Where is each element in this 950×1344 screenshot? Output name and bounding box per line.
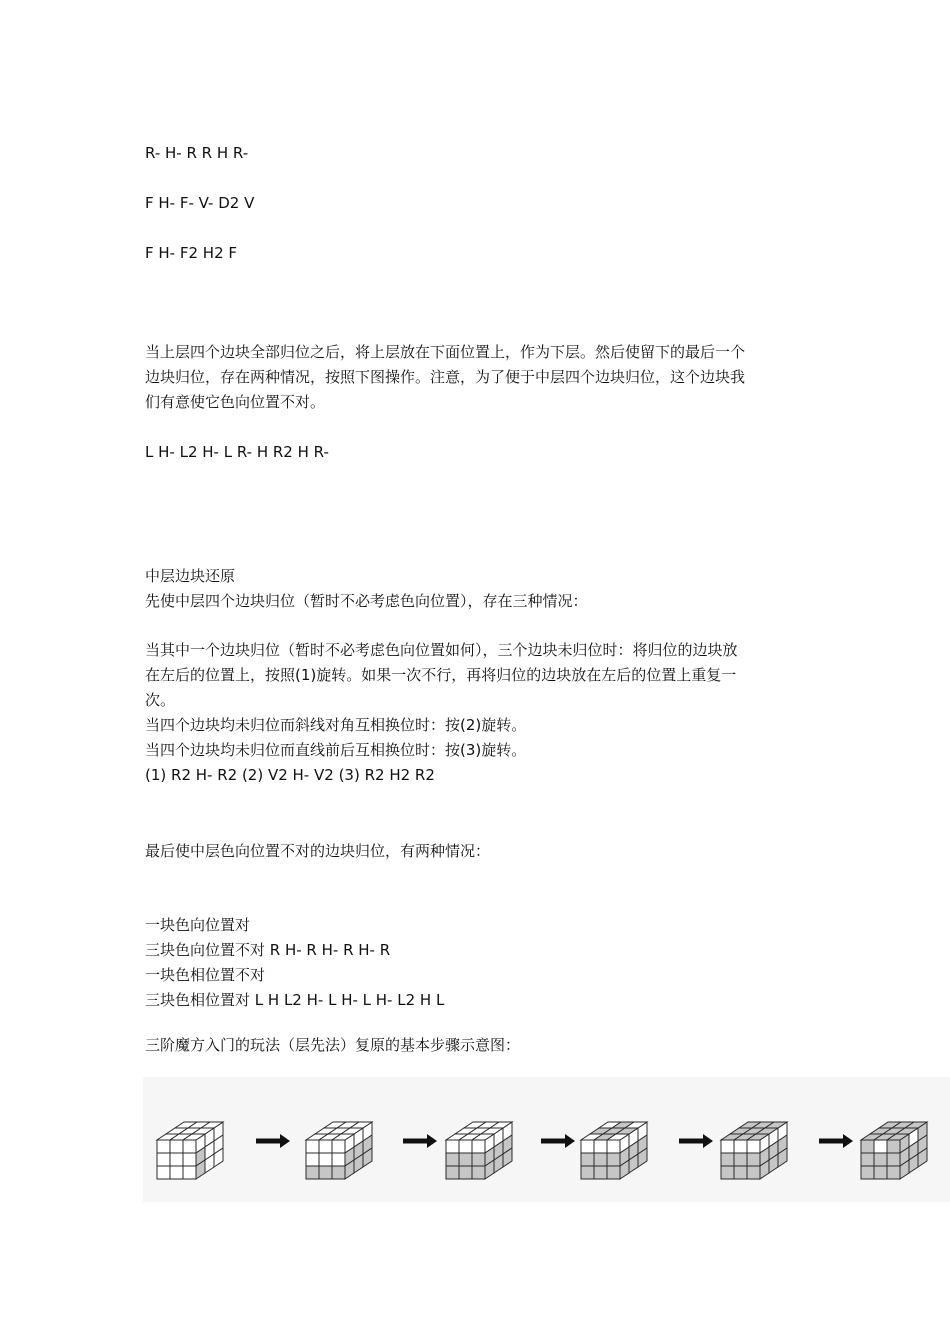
case-3-text: 当四个边块均未归位而直线前后互相换位时：按(3)旋转。 (145, 741, 527, 759)
cube-front-cell (472, 1166, 485, 1179)
cube-front-cell (747, 1153, 760, 1166)
cube-front-cell (887, 1166, 900, 1179)
cube-front-cell (874, 1140, 887, 1153)
cube-steps-diagram (143, 1077, 950, 1202)
cube-front-cell (861, 1153, 874, 1166)
cube-front-cell (459, 1166, 472, 1179)
cube-front-cell (157, 1153, 170, 1166)
cube-front-cell (472, 1153, 485, 1166)
cube-front-cell (183, 1166, 196, 1179)
cube-front-cell (332, 1140, 345, 1153)
cube-front-cell (607, 1140, 620, 1153)
case-1-paragraph (145, 638, 817, 713)
cube-front-cell (170, 1140, 183, 1153)
figure-caption: 三阶魔方入门的玩法（层先法）复原的基本步骤示意图： (145, 1036, 521, 1054)
cube-front-cell (721, 1166, 734, 1179)
cube-front-cell (594, 1140, 607, 1153)
step-arrow-3 (541, 1134, 575, 1148)
paragraph-line: 们有意使它色向位置不对。 (145, 393, 326, 411)
paragraph-line: 边块归位，存在两种情况，按照下图操作。注意，为了便于中层四个边块归位，这个边块我 (145, 368, 746, 386)
orientation-case-3: 一块色相位置不对 (145, 966, 266, 984)
section-heading-middle-edges: 中层边块还原 (145, 567, 236, 585)
step-arrow-5 (819, 1134, 853, 1148)
cube-front-cell (157, 1166, 170, 1179)
cube-front-cell (874, 1153, 887, 1166)
cube-front-cell (306, 1166, 319, 1179)
cube-front-cell (607, 1153, 620, 1166)
cube-front-cell (594, 1166, 607, 1179)
cube-front-cell (306, 1140, 319, 1153)
orientation-case-2: 三块色向位置不对 R H- R H- R H- R (145, 941, 391, 959)
cube-front-cell (887, 1140, 900, 1153)
cube-front-cell (581, 1166, 594, 1179)
section3-intro: 最后使中层色向位置不对的边块归位，有两种情况： (145, 842, 491, 860)
cube-front-cell (747, 1140, 760, 1153)
cube-front-cell (887, 1153, 900, 1166)
cube-front-cell (747, 1166, 760, 1179)
cube-front-cell (157, 1140, 170, 1153)
cube-front-cell (594, 1153, 607, 1166)
paragraph-last-edge (145, 340, 817, 415)
paragraph-line: 当其中一个边块归位（暂时不必考虑色向位置如何），三个边块未归位时：将归位的边块放 (145, 641, 738, 659)
cube-front-cell (459, 1140, 472, 1153)
formula-line-4: L H- L2 H- L R- H R2 H R- (145, 443, 329, 461)
cube-front-cell (721, 1153, 734, 1166)
case-formulas: (1) R2 H- R2 (2) V2 H- V2 (3) R2 H2 R2 (145, 766, 435, 784)
cube-front-cell (306, 1153, 319, 1166)
cube-steps-figure (143, 1077, 950, 1202)
cube-front-cell (446, 1153, 459, 1166)
orientation-case-4: 三块色相位置对 L H L2 H- L H- L H- L2 H L (145, 991, 445, 1009)
cube-front-cell (332, 1166, 345, 1179)
cube-front-cell (861, 1166, 874, 1179)
cube-front-cell (446, 1140, 459, 1153)
cube-front-cell (446, 1166, 459, 1179)
formula-line-1: R- H- R R H R- (145, 144, 249, 162)
cube-front-cell (734, 1140, 747, 1153)
paragraph-line: 次。 (145, 691, 176, 709)
cube-front-cell (170, 1166, 183, 1179)
cube-front-cell (874, 1166, 887, 1179)
paragraph-line: 当上层四个边块全部归位之后，将上层放在下面位置上，作为下层。然后使留下的最后一个 (145, 343, 746, 361)
cube-front-cell (319, 1140, 332, 1153)
cube-front-cell (581, 1140, 594, 1153)
cube-front-cell (861, 1140, 874, 1153)
cube-front-cell (472, 1140, 485, 1153)
paragraph-line: 在左后的位置上，按照(1)旋转。如果一次不行，再将归位的边块放在左后的位置上重复一 (145, 666, 737, 684)
cube-front-cell (721, 1140, 734, 1153)
cube-front-cell (183, 1140, 196, 1153)
cube-front-cell (183, 1153, 196, 1166)
step-arrow-1 (256, 1134, 290, 1148)
formula-line-2: F H- F- V- D2 V (145, 194, 255, 212)
cube-front-cell (319, 1166, 332, 1179)
orientation-case-1: 一块色向位置对 (145, 916, 251, 934)
cube-front-cell (581, 1153, 594, 1166)
cube-front-cell (319, 1153, 332, 1166)
cube-front-cell (459, 1153, 472, 1166)
section-intro: 先使中层四个边块归位（暂时不必考虑色向位置），存在三种情况： (145, 592, 588, 610)
cube-front-cell (332, 1153, 345, 1166)
cube-front-cell (734, 1153, 747, 1166)
cube-front-cell (734, 1166, 747, 1179)
formula-line-3: F H- F2 H2 F (145, 244, 238, 262)
cube-front-cell (170, 1153, 183, 1166)
case-2-text: 当四个边块均未归位而斜线对角互相换位时：按(2)旋转。 (145, 716, 527, 734)
step-arrow-2 (403, 1134, 437, 1148)
step-arrow-4 (679, 1134, 713, 1148)
cube-front-cell (607, 1166, 620, 1179)
